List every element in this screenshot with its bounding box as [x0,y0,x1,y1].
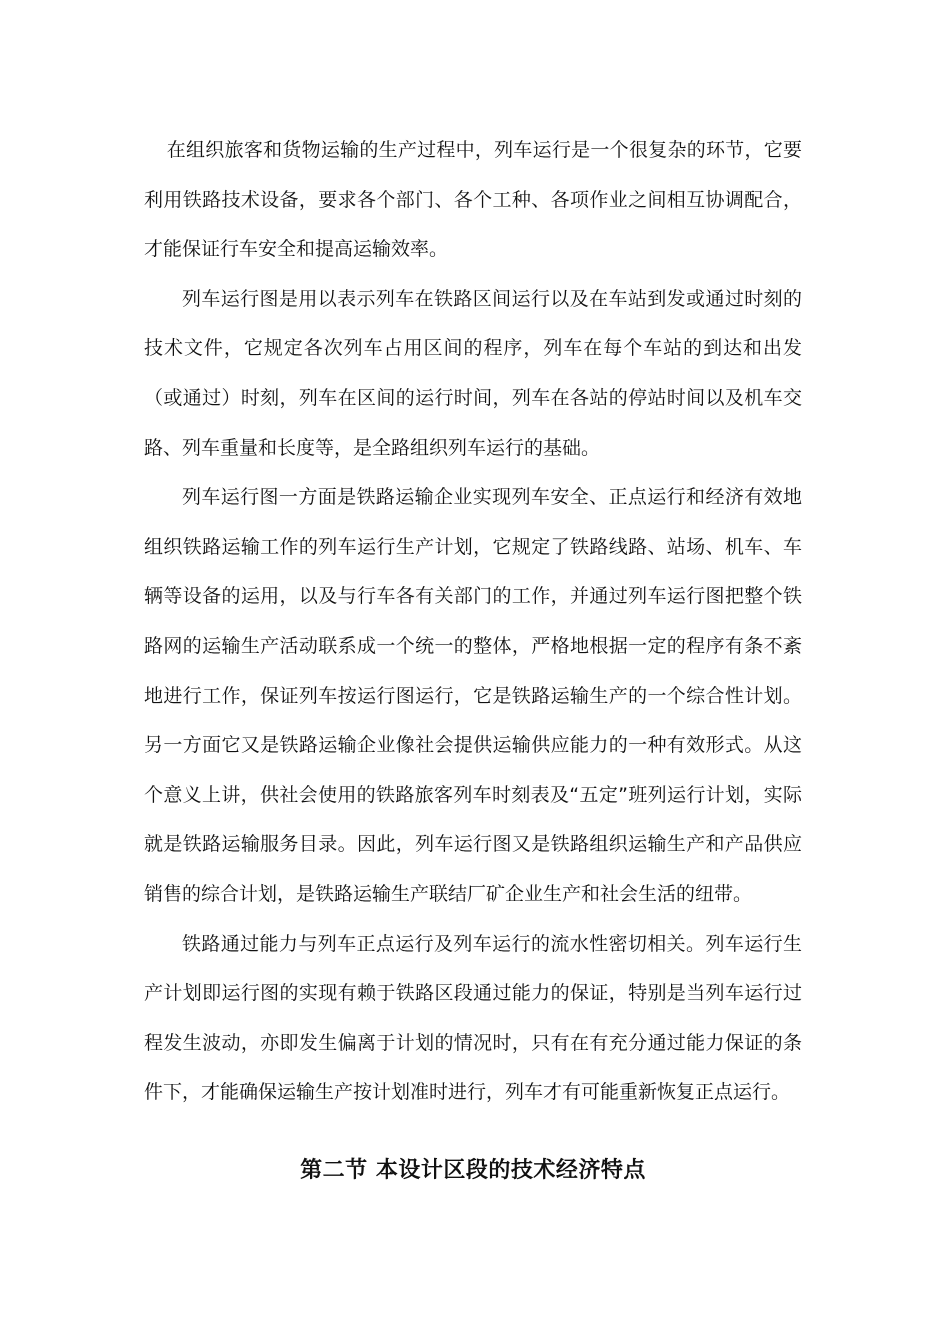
paragraph-3: 列车运行图一方面是铁路运输企业实现列车安全、正点运行和经济有效地组织铁路运输工作的列车运行生产计划，它规定了铁路线路、站场、机车、车辆等设备的运用，以及与行车各有关部门的工作，并通过列车运行图把整个铁路网的运输生产活动联系成一个统一的整体，严格地根据一定的程序有条不紊地进行工作，保证列车按运行图运行，它是铁路运输生产的一个综合性计划。另一方面它又是铁路运输企业像社会提供运输供应能力的一种有效形式。从这个意义上讲，供社会使用的铁路旅客列车时刻表及“五定”班列运行计划，实际就是铁路运输服务目录。因此，列车运行图又是铁路组织运输生产和产品供应销售的综合计划，是铁路运输生产联结厂矿企业生产和社会生活的纽带。 [144,486,802,905]
paragraph-4: 铁路通过能力与列车正点运行及列车运行的流水性密切相关。列车运行生产计划即运行图的实现有赖于铁路区段通过能力的保证，特别是当列车运行过程发生波动，亦即发生偏离于计划的情况时，只有在有充分通过能力保证的条件下，才能确保运输生产按计划准时进行，列车才有可能重新恢复正点运行。 [144,932,802,1104]
paragraph-1: 在组织旅客和货物运输的生产过程中，列车运行是一个很复杂的环节，它要利用铁路技术设备，要求各个部门、各个工种、各项作业之间相互协调配合，才能保证行车安全和提高运输效率。 [144,139,802,261]
section-title: 第二节 本设计区段的技术经济特点 [300,1158,646,1183]
paragraph-2: 列车运行图是用以表示列车在铁路区间运行以及在车站到发或通过时刻的技术文件，它规定各次列车占用区间的程序，列车在每个车站的到达和出发（或通过）时刻，列车在区间的运行时间，列车在各站的停站时间以及机车交路、列车重量和长度等，是全路组织列车运行的基础。 [144,287,802,459]
document-page [144,126,802,1183]
